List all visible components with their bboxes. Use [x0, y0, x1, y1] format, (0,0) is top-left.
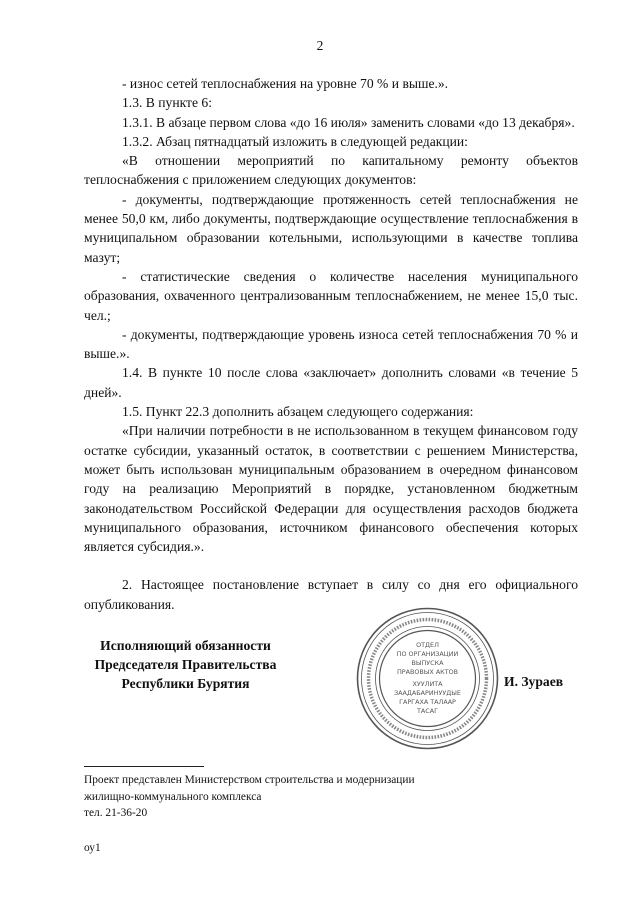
stamp-text: ГАРГАХА ТАЛААР: [399, 698, 456, 706]
paragraph: «При наличии потребности в не использованном в текущем финансовом году остатке субсидии, указанный остаток, в соответствии с решением Министерства, может быть использован муниципальным образованием в очередном финансовом году на реализацию Мероприятий в порядке, установленном бюджетным законодательством Российской Федерации для осуществления расходов бюджета муниципального образования, источником финансового обеспечения которых является субсидия.».: [84, 423, 578, 555]
signatory-name: И. Зураев: [504, 674, 564, 689]
footer-line: Проект представлен Министерством строительства и модернизации: [84, 774, 415, 786]
footer-phone: тел. 21-36-20: [84, 807, 148, 819]
stamp-text: ВЫПУСКА: [411, 659, 444, 667]
signatory-title-line: Республики Бурятия: [121, 676, 250, 691]
stamp-text: ПРАВОВЫХ АКТОВ: [396, 668, 459, 676]
stamp-text: ЗААДАБАРИНУУДЫЕ: [394, 689, 461, 697]
official-stamp: [355, 606, 500, 751]
page-number: 2: [316, 38, 324, 53]
paragraph: 1.4. В пункте 10 после слова «заключает» дополнить словами «в течение 5 дней».: [84, 365, 578, 400]
paragraph: 1.5. Пункт 22.3 дополнить абзацем следующего содержания:: [122, 404, 474, 420]
paragraph: «В отношении мероприятий по капитальному ремонту объектов теплоснабжения с приложением следующих документов:: [84, 153, 578, 188]
stamp-text: ХУУЛИТА: [412, 680, 443, 688]
stamp-text: ОТДЕЛ: [416, 641, 439, 649]
footer-code: оу1: [84, 841, 101, 854]
paragraph: - износ сетей теплоснабжения на уровне 70 % и выше.».: [122, 76, 449, 91]
paragraph: - статистические сведения о количестве населения муниципального образования, охваченного централизованным теплоснабжением, не менее 15,0 тыс. чел.;: [84, 268, 578, 323]
signature-block: [0, 636, 640, 756]
paragraph: 1.3.2. Абзац пятнадцатый изложить в следующей редакции:: [122, 133, 468, 149]
signatory-title-line: Исполняющий обязанности: [100, 638, 271, 653]
signatory-title: [78, 636, 293, 693]
signatory-title-line: Председателя Правительства: [94, 657, 277, 672]
stamp-text: ТАСАГ: [416, 707, 439, 715]
paragraph: 2. Настоящее постановление вступает в силу со дня его официального опубликования.: [84, 577, 578, 612]
paragraph: 1.3.1. В абзаце первом слова «до 16 июля» заменить словами «до 13 декабря».: [122, 114, 575, 130]
paragraph: 1.3. В пункте 6:: [122, 95, 212, 111]
footer-divider: [84, 766, 204, 767]
paragraph: - документы, подтверждающие уровень износа сетей теплоснабжения 70 % и выше.».: [84, 326, 578, 362]
footer-note: [84, 772, 504, 856]
stamp-text: ПО ОРГАНИЗАЦИИ: [396, 650, 459, 658]
document-body: [84, 74, 578, 614]
footer-line: жилищно-коммунального комплекса: [84, 790, 262, 803]
paragraph: - документы, подтверждающие протяженность сетей теплоснабжения не менее 50,0 км, либо документы, подтверждающие осуществление теплоснабжения в муниципальном образовании котельными, использующими в качестве топлива мазут;: [84, 191, 578, 265]
stamp-rings: [358, 609, 498, 749]
